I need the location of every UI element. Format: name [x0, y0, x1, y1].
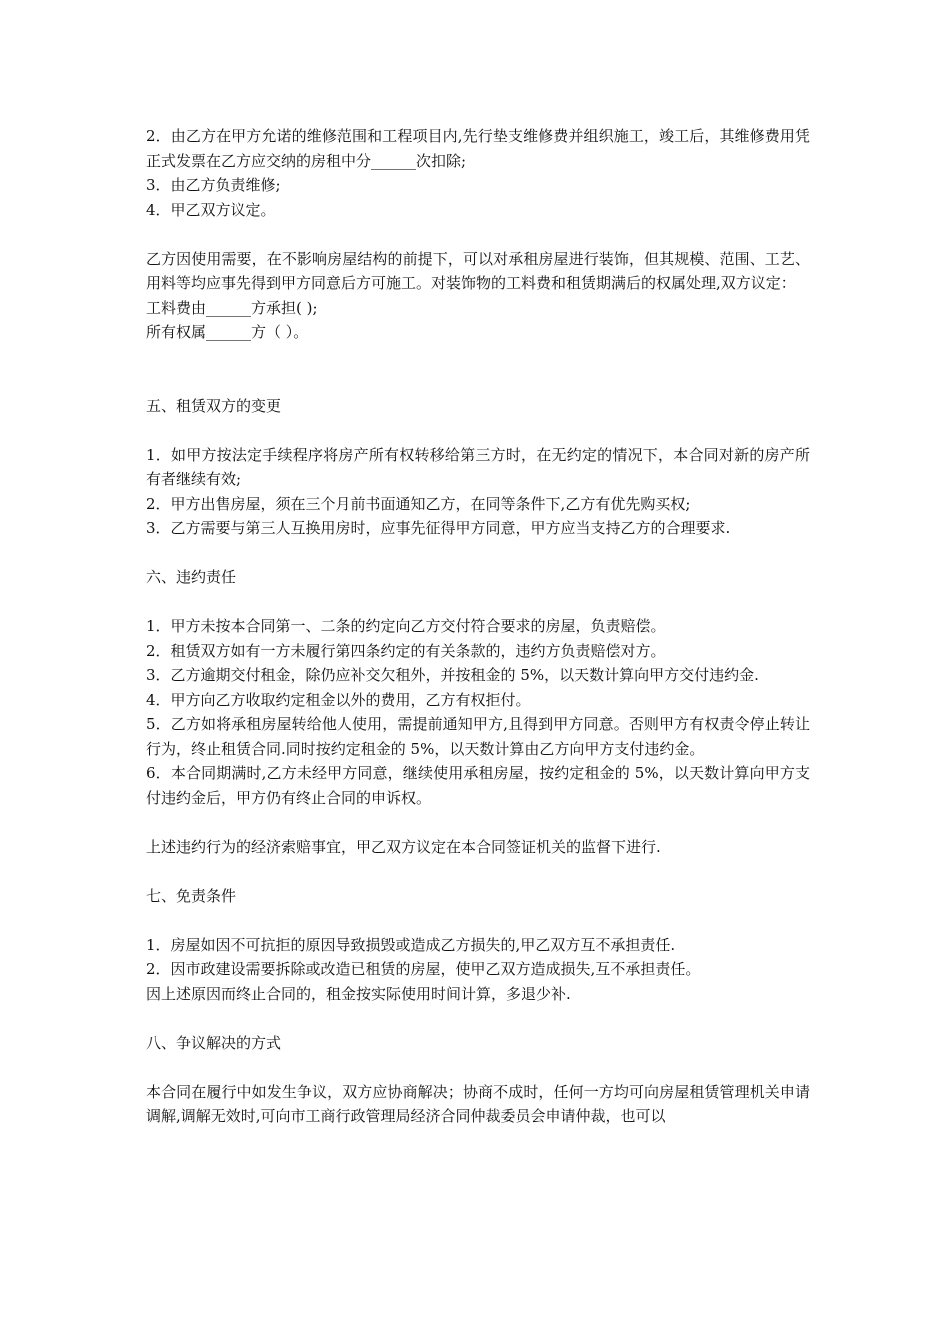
- fill-in-line: 工料费由______方承担( );: [146, 298, 318, 317]
- clause-text: 4．甲乙双方议定。: [146, 200, 276, 219]
- clause-text: 2．租赁双方如有一方未履行第四条约定的有关条款的，违约方负责赔偿对方。: [146, 641, 666, 660]
- clause-text: 2．由乙方在甲方允诺的维修范围和工程项目内,先行垫支维修费并组织施工，竣工后，其维修费用凭正式发票在乙方应交纳的房租中分______次扣除;: [146, 127, 810, 170]
- paragraph-text: 本合同在履行中如发生争议，双方应协商解决；协商不成时，任何一方均可向房屋租赁管理机关申请调解,调解无效时,可向市工商行政管理局经济合同仲裁委员会申请仲裁，也可以: [146, 1082, 810, 1125]
- spacer: [146, 1006, 810, 1031]
- section-heading: 五、租赁双方的变更: [146, 396, 282, 415]
- document-page: [146, 124, 810, 1129]
- clause-text: 6．本合同期满时,乙方未经甲方同意，继续使用承租房屋，按约定租金的 5%，以天数计算向甲方支付违约金后，甲方仍有终止合同的申诉权。: [146, 764, 810, 807]
- section-heading: 七、免责条件: [146, 886, 237, 905]
- clause-text: 1．甲方未按本合同第一、二条的约定向乙方交付符合要求的房屋，负责赔偿。: [146, 617, 666, 635]
- clause-text: 2．因市政建设需要拆除或改造已租赁的房屋，使甲乙双方造成损失,互不承担责任。: [146, 960, 701, 978]
- paragraph-text: 上述违约行为的经济索赔事宜，甲乙双方议定在本合同签证机关的监督下进行.: [146, 837, 661, 856]
- spacer: [146, 810, 810, 835]
- spacer: [146, 908, 810, 933]
- paragraph-text: 因上述原因而终止合同的，租金按实际使用时间计算，多退少补.: [146, 984, 571, 1003]
- clause-text: 4．甲方向乙方收取约定租金以外的费用，乙方有权拒付。: [146, 690, 531, 709]
- clause-text: 1．如甲方按法定手续程序将房产所有权转移给第三方时，在无约定的情况下，本合同对新的房产所有者继续有效;: [146, 445, 810, 488]
- spacer: [146, 345, 810, 394]
- spacer: [146, 1055, 810, 1080]
- section-heading: 八、争议解决的方式: [146, 1033, 282, 1052]
- spacer: [146, 859, 810, 884]
- spacer: [146, 222, 810, 247]
- clause-text: 3．乙方逾期交付租金，除仍应补交欠租外，并按租金的 5%，以天数计算向甲方交付违约金.: [146, 666, 759, 684]
- clause-text: 1．房屋如因不可抗拒的原因导致损毁或造成乙方损失的,甲乙双方互不承担责任.: [146, 935, 676, 954]
- fill-in-line: 所有权属______方（ ）。: [146, 323, 309, 341]
- spacer: [146, 541, 810, 566]
- clause-text: 2．甲方出售房屋，须在三个月前书面通知乙方，在同等条件下,乙方有优先购买权;: [146, 494, 691, 513]
- spacer: [146, 418, 810, 443]
- paragraph-text: 乙方因使用需要，在不影响房屋结构的前提下，可以对承租房屋进行装饰，但其规模、范围、工艺、用料等均应事先得到甲方同意后方可施工。对装饰物的工料费和租赁期满后的权属处理,双方议定：: [146, 249, 810, 292]
- clause-text: 5．乙方如将承租房屋转给他人使用，需提前通知甲方,且得到甲方同意。否则甲方有权责令停止转让行为，终止租赁合同.同时按约定租金的 5%，以天数计算由乙方向甲方支付违约金。: [146, 715, 810, 758]
- section-heading: 六、违约责任: [146, 568, 237, 586]
- clause-text: 3．乙方需要与第三人互换用房时，应事先征得甲方同意，甲方应当支持乙方的合理要求.: [146, 519, 731, 537]
- spacer: [146, 590, 810, 615]
- clause-text: 3．由乙方负责维修;: [146, 176, 281, 194]
